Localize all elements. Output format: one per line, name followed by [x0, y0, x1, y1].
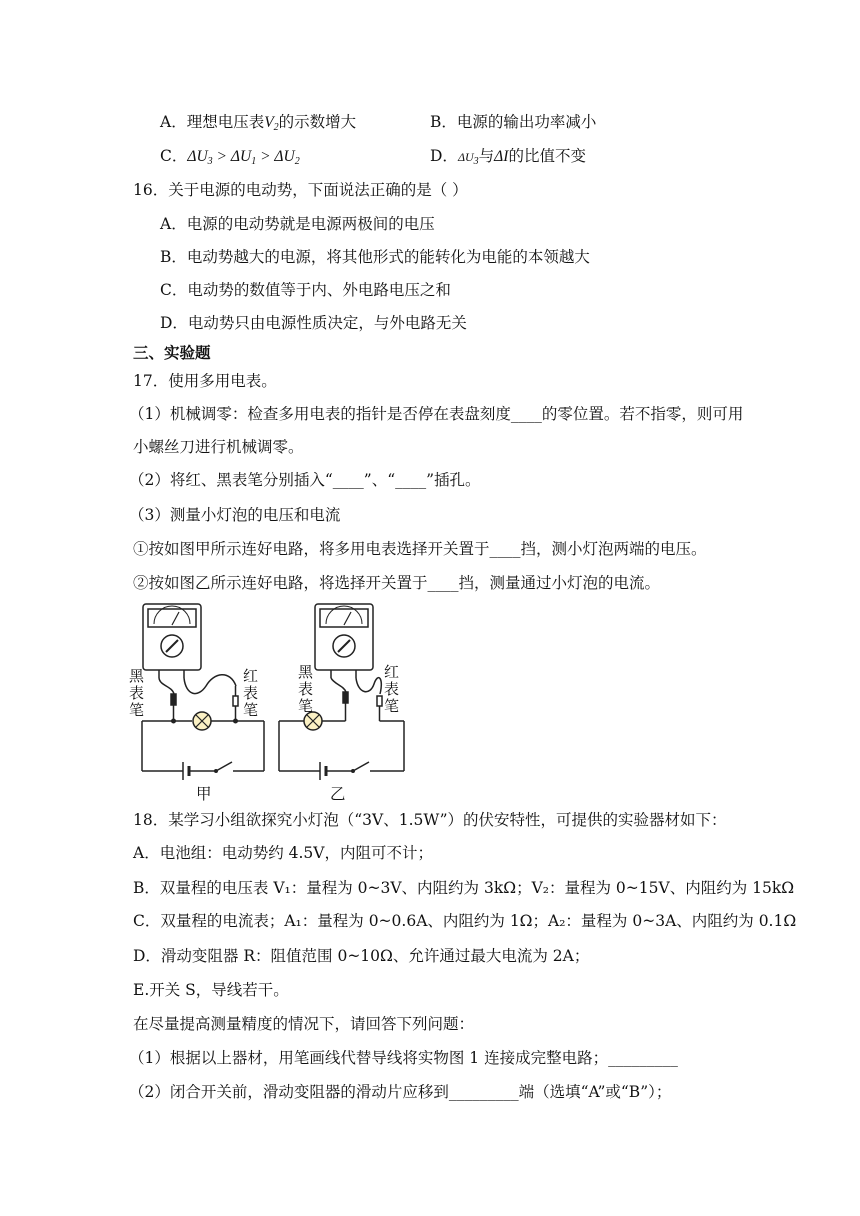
- fig-label-jia: 甲: [196, 785, 212, 803]
- q16-option-b: B．电动势越大的电源，将其他形式的能转化为电能的本领越大: [160, 248, 590, 266]
- red-probe-icon: [377, 696, 382, 706]
- formula-delta-u: $\Delta U_3 > \Delta U_1 > \Delta U_2$: [187, 148, 300, 167]
- q18-part1: （1）根据以上器材，用笔画线代替导线将实物图 1 连接成完整电路；_________: [129, 1049, 678, 1067]
- battery-icon: [183, 762, 189, 780]
- fig-yi-red-probe-label: 红表笔: [384, 663, 400, 715]
- q18-item-a: A．电池组：电动势约 4.5V，内阻可不计；: [133, 844, 433, 862]
- symbol-v2: $V_2$: [264, 114, 279, 133]
- q18-item-d: D．滑动变阻器 R：阻值范围 0~10Ω、允许通过最大电流为 2A；: [133, 947, 590, 965]
- circuit-figure: [126, 598, 416, 808]
- q18-item-e: E.开关 S，导线若干。: [133, 981, 289, 999]
- q15-option-c: C．$\Delta U_3 > \Delta U_1 > \Delta U_2$: [160, 147, 300, 167]
- q17-part1-line2: 小螺丝刀进行机械调零。: [133, 438, 304, 456]
- battery-icon: [320, 762, 326, 780]
- q17-part3-step2: ②按如图乙所示连好电路，将选择开关置于____挡，测量通过小灯泡的电流。: [133, 574, 661, 592]
- fig-yi-black-probe-label: 黑表笔: [298, 663, 314, 715]
- q18-intro: 在尽量提高测量精度的情况下，请回答下列问题：: [133, 1015, 475, 1033]
- q15-option-a: A．理想电压表$V_2$的示数增大: [160, 113, 357, 133]
- q16-option-d: D．电动势只由电源性质决定，与外电路无关: [160, 314, 467, 332]
- red-probe-icon: [233, 696, 238, 706]
- q16-option-c: C．电动势的数值等于内、外电路电压之和: [160, 281, 451, 299]
- fig-jia-red-probe-label: 红表笔: [243, 667, 259, 719]
- lamp-icon: [193, 712, 211, 730]
- q17-stem: 17．使用多用电表。: [133, 372, 277, 390]
- q18-item-c: C．双量程的电流表；A₁：量程为 0~0.6A、内阻约为 1Ω；A₂：量程为 0~3A、内阻约为 0.1Ω: [133, 912, 797, 930]
- q17-part1-line1: （1）机械调零：检查多用电表的指针是否停在表盘刻度____的零位置。若不指零，则可用: [129, 405, 744, 423]
- q16-stem: 16．关于电源的电动势，下面说法正确的是（ ）: [133, 181, 468, 199]
- switch-icon: [216, 762, 232, 771]
- q17-part2: （2）将红、黑表笔分别插入“____”、“____”插孔。: [129, 471, 481, 489]
- black-probe-icon: [171, 694, 176, 705]
- q15-option-d: D．$\Delta U_3$与ΔI的比值不变: [430, 147, 586, 167]
- multimeter-icon: [143, 604, 201, 670]
- fig-label-yi: 乙: [330, 785, 346, 803]
- q17-part3: （3）测量小灯泡的电压和电流: [129, 506, 341, 524]
- symbol-delta-u3: $\Delta U_3$: [457, 150, 479, 167]
- q15-option-b: B．电源的输出功率减小: [430, 113, 597, 131]
- switch-icon: [353, 762, 369, 771]
- q17-part3-step1: ①按如图甲所示连好电路，将多用电表选择开关置于____挡，测小灯泡两端的电压。: [133, 540, 707, 558]
- q16-option-a: A．电源的电动势就是电源两极间的电压: [160, 215, 435, 233]
- q18-stem: 18．某学习小组欲探究小灯泡（“3V、1.5W”）的伏安特性，可提供的实验器材如下：: [133, 811, 727, 829]
- q18-part2: （2）闭合开关前，滑动变阻器的滑动片应移到_________端（选填“A”或“B”）；: [129, 1083, 672, 1101]
- fig-jia-black-probe-label: 黑表笔: [129, 667, 145, 719]
- section-heading: 三、实验题: [133, 343, 211, 362]
- multimeter-icon: [315, 604, 373, 670]
- q18-item-b: B．双量程的电压表 V₁：量程为 0~3V、内阻约为 3kΩ；V₂：量程为 0~15V、内阻约为 15kΩ: [133, 879, 795, 897]
- black-probe-icon: [343, 692, 348, 703]
- symbol-delta-i: ΔI: [494, 148, 509, 165]
